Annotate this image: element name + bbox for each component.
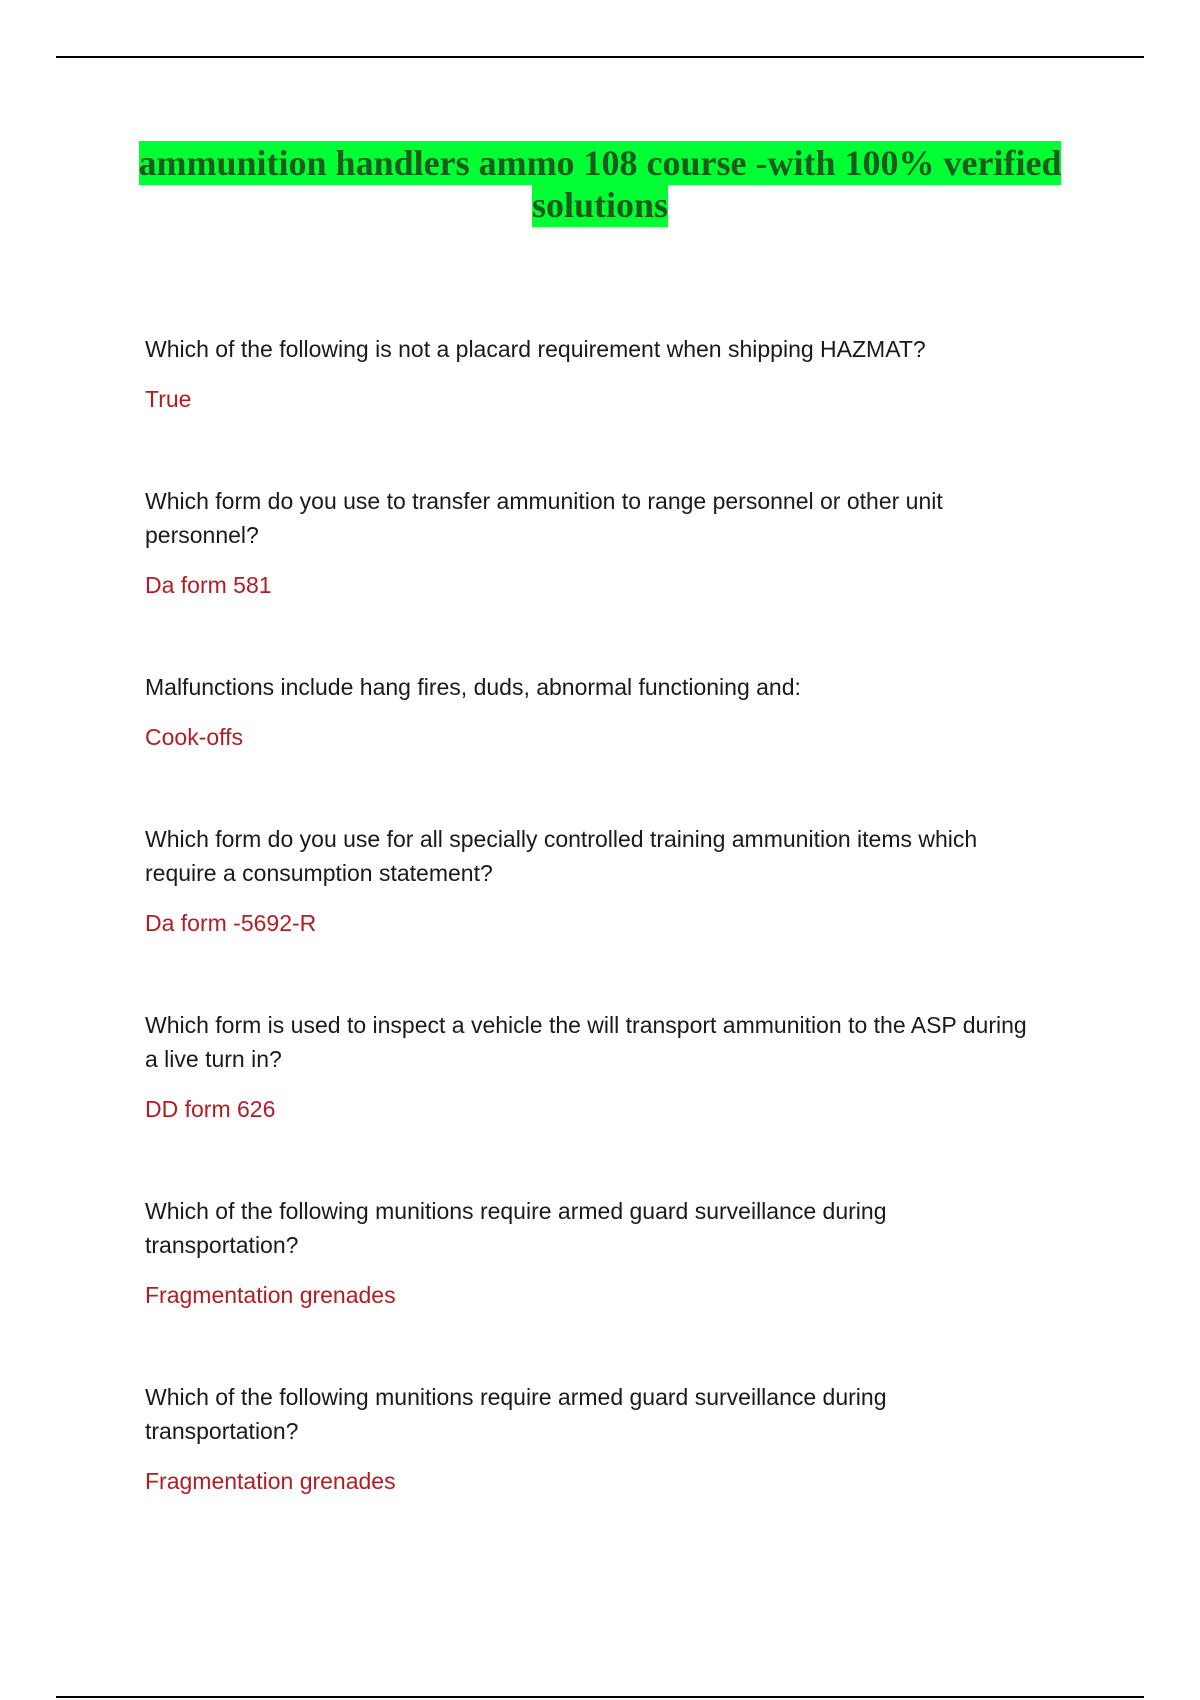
qa-item-2 <box>145 484 1045 602</box>
qa-item-3 <box>145 670 1045 754</box>
answer-text: Da form 581 <box>145 572 272 598</box>
title-highlight: ammunition handlers ammo 108 course -with 100% verified solutions <box>138 143 1062 225</box>
document-title <box>120 142 1080 226</box>
header-rule <box>56 56 1144 58</box>
answer-text: Fragmentation grenades <box>145 1468 396 1494</box>
answer-text: True <box>145 386 192 412</box>
question-text: Malfunctions include hang fires, duds, abnormal functioning and: <box>145 674 801 700</box>
qa-item-1 <box>145 332 1045 416</box>
footer-rule <box>56 1696 1144 1698</box>
question-text: Which form is used to inspect a vehicle the will transport ammunition to the ASP during a live turn in? <box>145 1012 1027 1072</box>
answer-text: Da form -5692-R <box>145 910 317 936</box>
qa-item-4 <box>145 822 1045 940</box>
answer-text: Fragmentation grenades <box>145 1282 396 1308</box>
question-text: Which of the following munitions require armed guard surveillance during transportation? <box>145 1198 887 1258</box>
qa-item-7 <box>145 1380 1045 1498</box>
qa-item-5 <box>145 1008 1045 1126</box>
answer-text: Cook-offs <box>145 724 244 750</box>
question-text: Which of the following munitions require armed guard surveillance during transportation? <box>145 1384 887 1444</box>
question-text: Which form do you use to transfer ammunition to range personnel or other unit personnel? <box>145 488 943 548</box>
answer-text: DD form 626 <box>145 1096 276 1122</box>
qa-item-6 <box>145 1194 1045 1312</box>
question-text: Which form do you use for all specially controlled training ammunition items which require a consumption statement? <box>145 826 978 886</box>
question-text: Which of the following is not a placard requirement when shipping HAZMAT? <box>145 336 926 362</box>
